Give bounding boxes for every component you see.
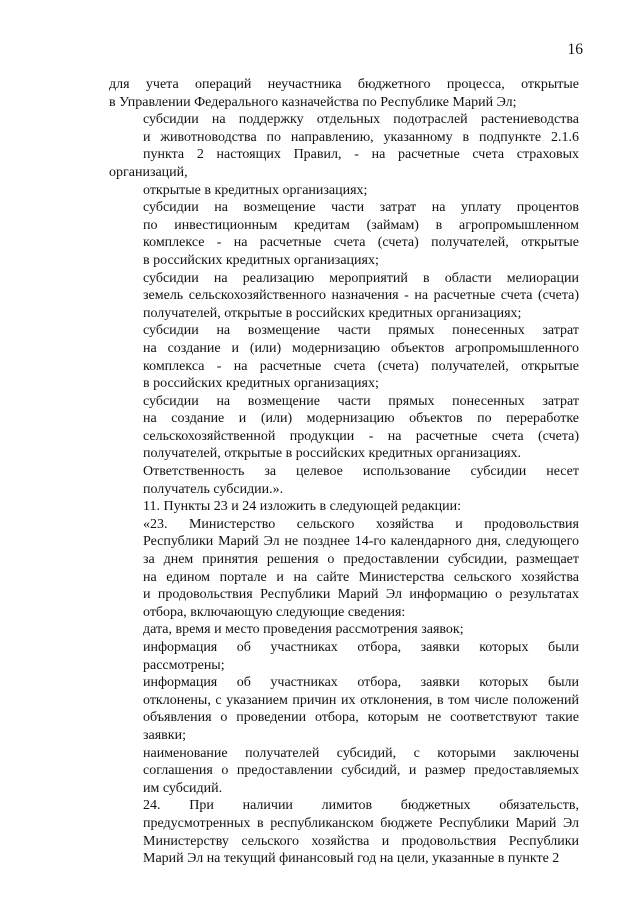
text-line: информация об участниках отбора, заявки которых были [143,640,579,655]
text-line: и животноводства по направлению, указанному в подпункте 2.1.6 [143,129,579,145]
text-line: рассмотрены; [143,657,225,673]
text-line: 11. Пункты 23 и 24 изложить в следующей редакции: [143,499,461,515]
paragraph [109,322,579,392]
paragraph [109,745,579,798]
text-line: для учета операций неучастника бюджетного процесса, открытые [109,77,579,92]
text-line: и продовольствия Республики Марий Эл информацию о результатах [143,587,579,603]
text-line: Марий Эл на текущий финансовый год на цели, указанные в пункте 2 [143,851,560,867]
text-line: на едином портале и на сайте Министерства сельского хозяйства [143,569,579,585]
text-line: субсидии на возмещение части затрат на уплату процентов [143,200,579,216]
page-number: 16 [567,41,583,58]
paragraph [109,797,579,867]
text-line: Министерству сельского хозяйства и продовольствия Республики [143,833,579,849]
text-line: отбора, включающую следующие сведения: [143,604,406,620]
paragraph [109,516,579,622]
text-line: им субсидий. [143,780,223,796]
text-line: соглашения о предоставлении субсидий, и размер предоставляемых [143,763,579,779]
text-line: в российских кредитных организациях; [143,252,379,268]
text-line: субсидии на возмещение части прямых понесенных затрат [143,393,579,409]
text-line: субсидии на реализацию мероприятий в области мелиорации [143,270,579,286]
paragraph [109,674,579,744]
text-line: наименование получателей субсидий, с которыми заключены [143,745,579,761]
text-line: отклонены, с указанием причин их отклонения, в том числе положений [143,692,579,708]
text-line: открытые в кредитных организациях; [143,182,368,198]
paragraph [109,270,579,323]
text-line: объявления о проведении отбора, которым не соответствуют такие [143,710,579,726]
text-line: получателей, открытые в российских кредитных организациях; [143,305,522,321]
text-line: субсидии на возмещение части прямых понесенных затрат [143,323,579,339]
text-line: Ответственность за целевое использование субсидии несет [143,464,579,480]
text-line: 24. При наличии лимитов бюджетных обязательств, [143,798,579,814]
text-line: сельскохозяйственной продукции - на расчетные счета (счета) [143,428,579,444]
text-line: пункта 2 настоящих Правил, - на расчетные счета страховых организаций, [109,147,579,180]
paragraph [109,76,579,111]
text-line: комплексе - на расчетные счета (счета) получателей, открытые [143,235,579,251]
text-line: по инвестиционным кредитам (займам) в агропромышленном [143,217,579,233]
text-line: получатель субсидии.». [143,481,284,497]
text-line: на создание и (или) модернизацию объектов агропромышленного [143,340,579,356]
paragraph [109,393,579,463]
paragraph [109,498,579,516]
text-line: земель сельскохозяйственного назначения - на расчетные счета (счета) [143,288,579,304]
text-line: заявки; [143,727,186,743]
paragraph [109,621,579,639]
text-line: дата, время и место проведения рассмотрения заявок; [143,622,464,638]
document-body [109,76,579,868]
text-line: в Управлении Федерального казначейства по Республике Марий Эл; [109,94,517,110]
text-line: за днем принятия решения о предоставлении субсидии, размещает [143,552,579,568]
paragraph [109,199,579,269]
paragraph [109,463,579,498]
paragraph [109,639,579,674]
text-line: получателей, открытые в российских кредитных организациях. [143,446,522,462]
text-line: на создание и (или) модернизацию объектов по переработке [143,411,579,427]
text-line: предусмотренных в республиканском бюджете Республики Марий Эл [143,815,579,831]
text-line: комплекса - на расчетные счета (счета) получателей, открытые [143,358,579,374]
text-line: субсидии на поддержку отдельных подотраслей растениеводства [143,112,579,128]
paragraph [109,111,579,199]
text-line: в российских кредитных организациях; [143,376,379,392]
text-line: информация об участниках отбора, заявки которых были [143,675,579,691]
text-line: «23. Министерство сельского хозяйства и продовольствия [143,516,579,532]
text-line: Республики Марий Эл не позднее 14-го календарного дня, следующего [143,534,579,550]
